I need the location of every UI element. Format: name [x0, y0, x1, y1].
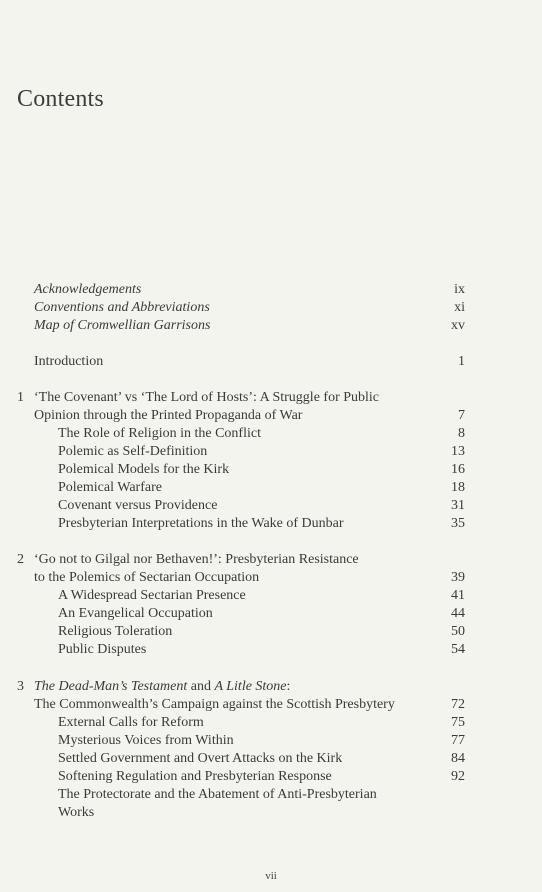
toc-section[interactable]	[0, 750, 542, 768]
section-title: The Role of Religion in the Conflict	[58, 426, 261, 441]
section-title: Polemic as Self-Definition	[58, 444, 208, 459]
toc-entry-page: ix	[454, 282, 465, 297]
toc-section[interactable]	[0, 443, 542, 461]
toc-section[interactable]	[0, 804, 542, 822]
chapter-number: 3	[17, 679, 24, 694]
toc-section[interactable]	[0, 461, 542, 479]
toc-section[interactable]	[0, 587, 542, 605]
toc-chapter-3-heading-cont[interactable]	[0, 696, 542, 714]
toc-entry-page: xv	[451, 318, 465, 333]
section-title: A Widespread Sectarian Presence	[58, 588, 246, 603]
toc-section[interactable]	[0, 479, 542, 497]
chapter-title: Opinion through the Printed Propaganda of War	[34, 408, 303, 423]
toc-section[interactable]	[0, 714, 542, 732]
toc-section[interactable]	[0, 497, 542, 515]
section-page: 41	[451, 588, 465, 603]
section-title: Religious Toleration	[58, 624, 173, 639]
toc-section[interactable]	[0, 605, 542, 623]
section-title: Works	[58, 805, 95, 820]
section-page: 84	[451, 751, 465, 766]
section-page: 18	[451, 480, 465, 495]
chapter-title: The Commonwealth’s Campaign against the Scottish Presbytery	[34, 697, 395, 712]
section-title: Mysterious Voices from Within	[58, 733, 234, 748]
chapter-number: 1	[17, 390, 24, 405]
section-title: Presbyterian Interpretations in the Wake of Dunbar	[58, 516, 344, 531]
toc-entry-acknowledgements[interactable]	[0, 281, 542, 299]
toc-chapter-2-heading-cont[interactable]	[0, 569, 542, 587]
toc-chapter-3-heading[interactable]	[0, 678, 542, 696]
chapter-title-part: A Litle Stone	[214, 679, 287, 694]
toc-entry-title: Map of Cromwellian Garrisons	[34, 318, 211, 333]
chapter-title: to the Polemics of Sectarian Occupation	[34, 570, 260, 585]
section-title: Public Disputes	[58, 642, 147, 657]
toc-chapter-1-heading-cont[interactable]	[0, 407, 542, 425]
section-page: 77	[451, 733, 465, 748]
toc-chapter-2-heading[interactable]	[0, 551, 542, 569]
section-page: 31	[451, 498, 465, 513]
section-page: 50	[451, 624, 465, 639]
toc-entry-page: xi	[454, 300, 465, 315]
section-title: The Protectorate and the Abatement of Anti-Presbyterian	[58, 787, 377, 802]
section-title: Polemical Models for the Kirk	[58, 462, 230, 477]
section-title: Polemical Warfare	[58, 480, 162, 495]
section-page: 75	[451, 715, 465, 730]
chapter-title: ‘The Covenant’ vs ‘The Lord of Hosts’: A Struggle for Public	[34, 390, 380, 405]
chapter-title: ‘Go not to Gilgal nor Bethaven!’: Presbyterian Resistance	[34, 552, 359, 567]
toc-section[interactable]	[0, 641, 542, 659]
toc-section[interactable]	[0, 768, 542, 786]
section-title: External Calls for Reform	[58, 715, 204, 730]
section-page: 92	[451, 769, 465, 784]
chapter-title-part: :	[286, 679, 291, 694]
chapter-page: 72	[451, 697, 465, 712]
toc-entry-introduction[interactable]	[0, 353, 542, 371]
page-title: Contents	[17, 86, 104, 112]
toc-entry-page: 1	[458, 354, 465, 369]
section-title: Covenant versus Providence	[58, 498, 218, 513]
toc-entry-title: Introduction	[34, 354, 104, 369]
toc-entry-title: Conventions and Abbreviations	[34, 300, 210, 315]
toc-chapter-1-heading[interactable]	[0, 389, 542, 407]
page-number: vii	[265, 870, 277, 882]
section-title: An Evangelical Occupation	[58, 606, 213, 621]
section-page: 8	[458, 426, 465, 441]
section-title: Settled Government and Overt Attacks on the Kirk	[58, 751, 343, 766]
section-page: 44	[451, 606, 465, 621]
section-page: 54	[451, 642, 465, 657]
chapter-title-part: and	[187, 679, 215, 694]
toc-entry-conventions[interactable]	[0, 299, 542, 317]
toc-section[interactable]	[0, 515, 542, 533]
toc-section[interactable]	[0, 623, 542, 641]
chapter-page: 39	[451, 570, 465, 585]
toc-entry-map[interactable]	[0, 317, 542, 335]
section-page: 16	[451, 462, 465, 477]
chapter-page: 7	[458, 408, 465, 423]
chapter-number: 2	[17, 552, 24, 567]
toc-section[interactable]	[0, 786, 542, 804]
chapter-title-part: The Dead-Man’s Testament	[34, 679, 188, 694]
section-page: 35	[451, 516, 465, 531]
toc-section[interactable]	[0, 425, 542, 443]
section-title: Softening Regulation and Presbyterian Response	[58, 769, 332, 784]
section-page: 13	[451, 444, 465, 459]
toc-entry-title: Acknowledgements	[34, 282, 142, 297]
chapter-title	[34, 678, 290, 696]
toc-section[interactable]	[0, 732, 542, 750]
